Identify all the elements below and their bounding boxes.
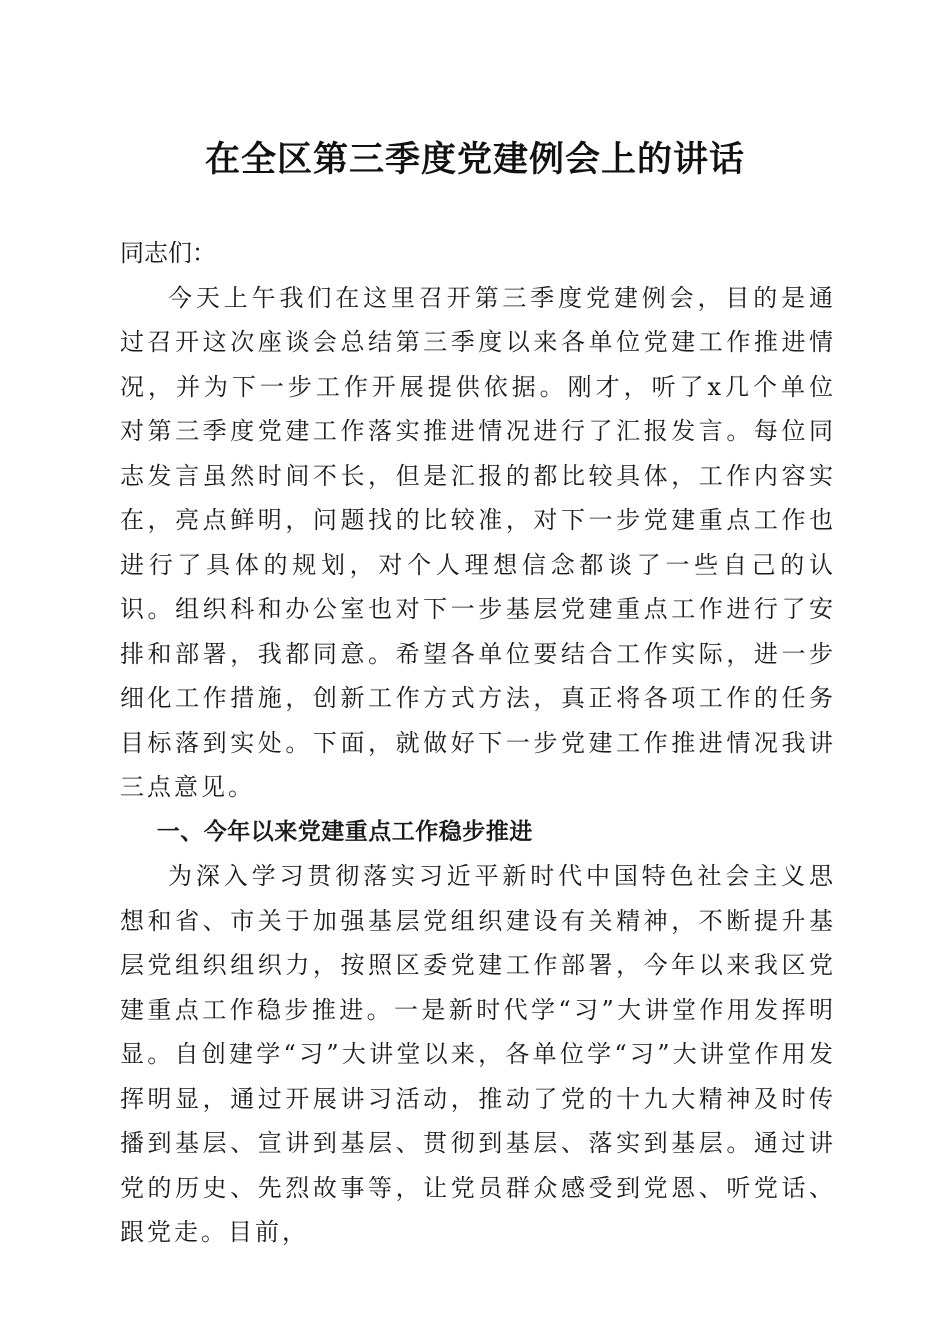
document-title: 在全区第三季度党建例会上的讲话 [204,139,745,180]
salutation: 同志们： [120,239,216,267]
paragraph-section-1: 为深入学习贯彻落实习近平新时代中国特色社会主义思想和省、市关于加强基层党组织建设有关精神，不断提升基层党组织组织力，按照区委党建工作部署，今年以来我区党建重点工作稳步推进。一是新时代学“习”大讲堂作用发挥明显。自创建学“习”大讲堂以来，各单位学“习”大讲堂作用发挥明显，通过开展讲习活动，推动了党的十九大精神及时传播到基层、宣讲到基层、贯彻到基层、落实到基层。通过讲党的历史、先烈故事等，让党员群众感受到党恩、听党话、跟党走。目前， [120,862,836,1246]
document-body [120,231,836,1255]
section-heading-1: 一、今年以来党建重点工作稳步推进 [156,818,533,845]
paragraph-intro: 今天上午我们在这里召开第三季度党建例会，目的是通过召开这次座谈会总结第三季度以来各单位党建工作推进情况，并为下一步工作开展提供依据。刚才，听了x几个单位对第三季度党建工作落实推进情况进行了汇报发言。每位同志发言虽然时间不长，但是汇报的都比较具体，工作内容实在，亮点鲜明，问题找的比较准，对下一步党建重点工作也进行了具体的规划，对个人理想信念都谈了一些自己的认识。组织科和办公室也对下一步基层党建重点工作进行了安排和部署，我都同意。希望各单位要结合工作实际，进一步细化工作措施，创新工作方式方法，真正将各项工作的任务目标落到实处。下面，就做好下一步党建工作推进情况我讲三点意见。 [120,283,836,801]
